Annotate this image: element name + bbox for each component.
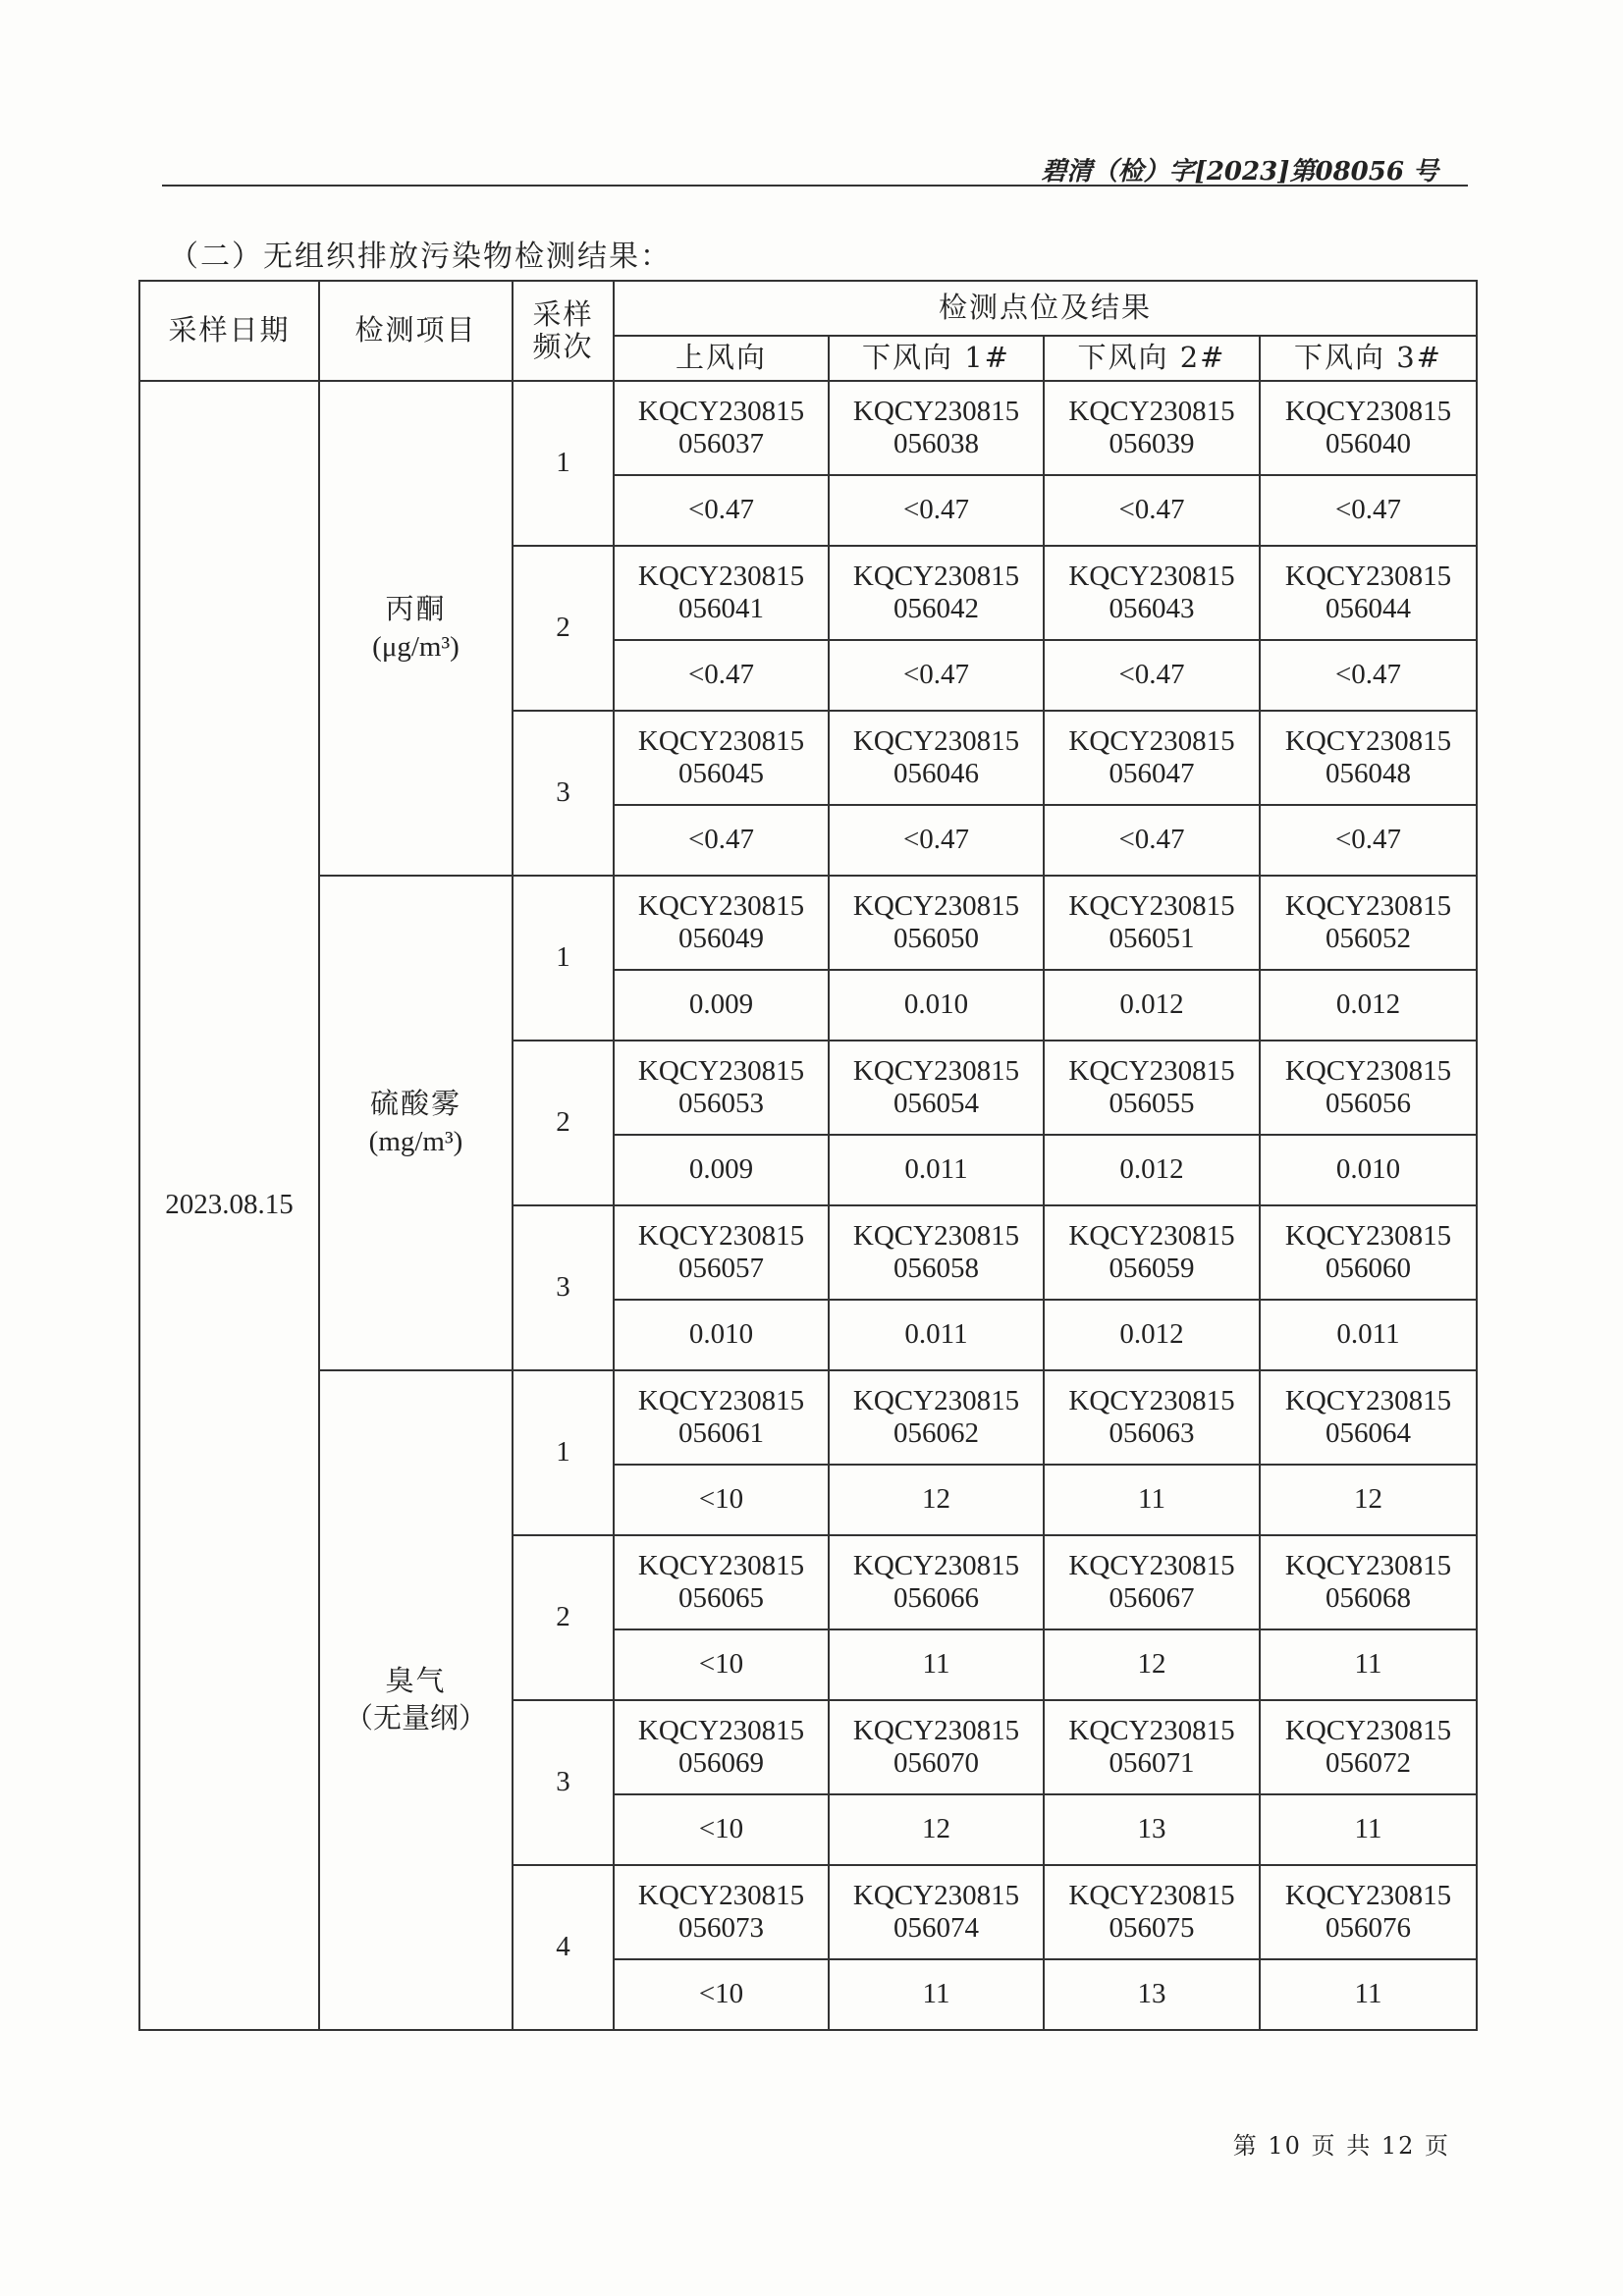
sample-code-downwind-1 xyxy=(829,1535,1044,1629)
result-value-downwind-3: 0.012 xyxy=(1260,970,1477,1041)
sample-code-line1: KQCY230815 xyxy=(637,1549,805,1581)
result-value-downwind-2: 0.012 xyxy=(1044,1135,1260,1205)
test-item-unit: （无量纲） xyxy=(344,1703,487,1735)
result-value-upwind: <0.47 xyxy=(614,805,829,876)
sample-code-line1: KQCY230815 xyxy=(637,395,805,427)
test-item xyxy=(319,1370,513,2030)
sample-code-line1: KQCY230815 xyxy=(852,1054,1020,1087)
sample-code-line1: KQCY230815 xyxy=(852,724,1020,757)
sample-code-line2: 056038 xyxy=(893,428,979,459)
sampling-frequency: 3 xyxy=(513,711,614,876)
sample-code-upwind xyxy=(614,546,829,640)
sample-code-line2: 056055 xyxy=(1109,1088,1195,1119)
sample-code-line1: KQCY230815 xyxy=(1068,724,1235,757)
result-value-downwind-1: <0.47 xyxy=(829,805,1044,876)
sample-code-line2: 056043 xyxy=(1109,593,1195,624)
sample-code-line2: 056041 xyxy=(678,593,764,624)
header-rule xyxy=(162,185,1468,187)
sample-code-line1: KQCY230815 xyxy=(1068,1879,1235,1911)
result-value-downwind-3: 0.010 xyxy=(1260,1135,1477,1205)
sample-code-line1: KQCY230815 xyxy=(1068,1549,1235,1581)
sample-code-line1: KQCY230815 xyxy=(852,1549,1020,1581)
result-value-upwind: <0.47 xyxy=(614,640,829,711)
sample-code-line2: 056049 xyxy=(678,923,764,954)
sample-code-downwind-1 xyxy=(829,711,1044,805)
sample-code-line2: 056059 xyxy=(1109,1253,1195,1284)
sample-code-line2: 056063 xyxy=(1109,1417,1195,1449)
sample-code-line1: KQCY230815 xyxy=(852,1879,1020,1911)
header-date: 采样日期 xyxy=(139,281,319,381)
sample-code-line2: 056071 xyxy=(1109,1747,1195,1779)
sample-code-line1: KQCY230815 xyxy=(1284,1879,1452,1911)
sample-code-line1: KQCY230815 xyxy=(852,889,1020,922)
sample-code-line2: 056060 xyxy=(1325,1253,1411,1284)
sample-code-line1: KQCY230815 xyxy=(637,1219,805,1252)
sample-code-line2: 056076 xyxy=(1325,1912,1411,1944)
sample-code-downwind-3 xyxy=(1260,1041,1477,1135)
result-value-downwind-3: 11 xyxy=(1260,1959,1477,2030)
result-value-downwind-2: 13 xyxy=(1044,1959,1260,2030)
result-value-downwind-2: <0.47 xyxy=(1044,640,1260,711)
result-value-downwind-1: 12 xyxy=(829,1794,1044,1865)
sample-code-line2: 056073 xyxy=(678,1912,764,1944)
sample-code-downwind-3 xyxy=(1260,711,1477,805)
result-value-downwind-1: 11 xyxy=(829,1959,1044,2030)
result-value-downwind-3: 0.011 xyxy=(1260,1300,1477,1370)
sample-code-line2: 056056 xyxy=(1325,1088,1411,1119)
header-frequency xyxy=(513,281,614,381)
result-value-downwind-2: <0.47 xyxy=(1044,805,1260,876)
result-value-downwind-3: <0.47 xyxy=(1260,805,1477,876)
result-value-downwind-2: 13 xyxy=(1044,1794,1260,1865)
page-footer: 第 10 页 共 12 页 xyxy=(1232,2132,1450,2160)
test-item xyxy=(319,876,513,1370)
sample-code-line2: 056072 xyxy=(1325,1747,1411,1779)
sample-code-line2: 056046 xyxy=(893,758,979,789)
sample-code-line2: 056058 xyxy=(893,1253,979,1284)
sample-code-upwind xyxy=(614,381,829,475)
sample-code-downwind-2 xyxy=(1044,876,1260,970)
sample-code-upwind xyxy=(614,1535,829,1629)
sample-code-line2: 056054 xyxy=(893,1088,979,1119)
sample-code-line1: KQCY230815 xyxy=(1284,1549,1452,1581)
sample-code-downwind-2 xyxy=(1044,1205,1260,1300)
sample-code-line1: KQCY230815 xyxy=(1284,1219,1452,1252)
sampling-frequency: 2 xyxy=(513,546,614,711)
sample-code-line1: KQCY230815 xyxy=(1284,889,1452,922)
sample-code-line1: KQCY230815 xyxy=(852,1384,1020,1416)
sample-code-line2: 056051 xyxy=(1109,923,1195,954)
sample-code-line2: 056065 xyxy=(678,1582,764,1614)
sample-code-line2: 056050 xyxy=(893,923,979,954)
sample-code-downwind-1 xyxy=(829,381,1044,475)
section-title: （二）无组织排放污染物检测结果： xyxy=(169,240,672,274)
sample-code-line2: 056069 xyxy=(678,1747,764,1779)
sample-code-line2: 056053 xyxy=(678,1088,764,1119)
sample-code-downwind-2 xyxy=(1044,1370,1260,1465)
sampling-date: 2023.08.15 xyxy=(139,381,319,2030)
sample-code-line1: KQCY230815 xyxy=(1284,1714,1452,1746)
table-row-codes xyxy=(139,876,1477,970)
sample-code-line2: 056061 xyxy=(678,1417,764,1449)
result-value-downwind-1: <0.47 xyxy=(829,640,1044,711)
sample-code-line2: 056064 xyxy=(1325,1417,1411,1449)
test-item-name: 硫酸雾 xyxy=(369,1086,461,1120)
sample-code-upwind xyxy=(614,711,829,805)
result-value-downwind-2: 0.012 xyxy=(1044,970,1260,1041)
sample-code-line2: 056045 xyxy=(678,758,764,789)
sample-code-line1: KQCY230815 xyxy=(1068,395,1235,427)
sample-code-line1: KQCY230815 xyxy=(1284,1054,1452,1087)
test-item-name: 臭气 xyxy=(385,1663,447,1697)
result-value-upwind: <10 xyxy=(614,1959,829,2030)
header-points: 检测点位及结果 xyxy=(614,281,1477,336)
result-value-upwind: 0.010 xyxy=(614,1300,829,1370)
result-value-downwind-2: 0.012 xyxy=(1044,1300,1260,1370)
sample-code-line1: KQCY230815 xyxy=(1284,395,1452,427)
sample-code-downwind-3 xyxy=(1260,1700,1477,1794)
sample-code-line1: KQCY230815 xyxy=(1068,1384,1235,1416)
sample-code-upwind xyxy=(614,1205,829,1300)
sample-code-downwind-3 xyxy=(1260,1370,1477,1465)
sample-code-line1: KQCY230815 xyxy=(1068,1714,1235,1746)
sample-code-downwind-2 xyxy=(1044,1700,1260,1794)
table-body xyxy=(139,381,1477,2030)
sample-code-downwind-3 xyxy=(1260,1865,1477,1959)
result-value-downwind-3: 11 xyxy=(1260,1629,1477,1700)
sample-code-line1: KQCY230815 xyxy=(852,1219,1020,1252)
result-value-downwind-3: 11 xyxy=(1260,1794,1477,1865)
sample-code-line2: 056040 xyxy=(1325,428,1411,459)
sample-code-upwind xyxy=(614,1370,829,1465)
sample-code-downwind-2 xyxy=(1044,1041,1260,1135)
sampling-frequency: 1 xyxy=(513,381,614,546)
sample-code-line1: KQCY230815 xyxy=(1284,1384,1452,1416)
sample-code-downwind-2 xyxy=(1044,381,1260,475)
result-value-downwind-2: 11 xyxy=(1044,1465,1260,1535)
sample-code-line1: KQCY230815 xyxy=(852,395,1020,427)
sample-code-line2: 056075 xyxy=(1109,1912,1195,1944)
sample-code-line2: 056047 xyxy=(1109,758,1195,789)
header-item: 检测项目 xyxy=(319,281,513,381)
sample-code-line2: 056066 xyxy=(893,1582,979,1614)
sample-code-line1: KQCY230815 xyxy=(1284,560,1452,592)
result-value-downwind-2: 12 xyxy=(1044,1629,1260,1700)
sample-code-line2: 056062 xyxy=(893,1417,979,1449)
sample-code-downwind-1 xyxy=(829,876,1044,970)
sample-code-downwind-1 xyxy=(829,1865,1044,1959)
sample-code-downwind-2 xyxy=(1044,1865,1260,1959)
sample-code-downwind-2 xyxy=(1044,1535,1260,1629)
sample-code-line2: 056052 xyxy=(1325,923,1411,954)
sampling-frequency: 2 xyxy=(513,1535,614,1700)
test-item-unit: (mg/m³) xyxy=(368,1126,463,1157)
header-point-upwind: 上风向 xyxy=(614,336,829,381)
sample-code-line1: KQCY230815 xyxy=(852,1714,1020,1746)
result-value-downwind-1: 0.011 xyxy=(829,1135,1044,1205)
result-value-upwind: <0.47 xyxy=(614,475,829,546)
sample-code-downwind-1 xyxy=(829,1041,1044,1135)
sample-code-line1: KQCY230815 xyxy=(637,889,805,922)
sample-code-line1: KQCY230815 xyxy=(852,560,1020,592)
result-value-downwind-3: 12 xyxy=(1260,1465,1477,1535)
sampling-frequency: 3 xyxy=(513,1700,614,1865)
sample-code-downwind-2 xyxy=(1044,711,1260,805)
sample-code-line2: 056048 xyxy=(1325,758,1411,789)
test-item xyxy=(319,381,513,876)
result-value-downwind-1: 12 xyxy=(829,1465,1044,1535)
sample-code-upwind xyxy=(614,1865,829,1959)
result-value-upwind: 0.009 xyxy=(614,970,829,1041)
sample-code-downwind-3 xyxy=(1260,1535,1477,1629)
sample-code-line1: KQCY230815 xyxy=(637,1714,805,1746)
sample-code-line1: KQCY230815 xyxy=(637,1384,805,1416)
sample-code-line2: 056074 xyxy=(893,1912,979,1944)
test-item-name: 丙酮 xyxy=(385,591,447,625)
sample-code-upwind xyxy=(614,1700,829,1794)
sample-code-line2: 056039 xyxy=(1109,428,1195,459)
sample-code-line1: KQCY230815 xyxy=(1068,1054,1235,1087)
result-value-upwind: <10 xyxy=(614,1465,829,1535)
sample-code-downwind-1 xyxy=(829,1370,1044,1465)
sampling-frequency: 4 xyxy=(513,1865,614,2030)
sample-code-upwind xyxy=(614,1041,829,1135)
sample-code-line2: 056042 xyxy=(893,593,979,624)
sampling-frequency: 2 xyxy=(513,1041,614,1205)
sample-code-line1: KQCY230815 xyxy=(637,1879,805,1911)
table-row-codes xyxy=(139,381,1477,475)
header-frequency-line2: 频次 xyxy=(532,330,594,363)
sample-code-downwind-3 xyxy=(1260,876,1477,970)
sampling-frequency: 1 xyxy=(513,1370,614,1535)
result-value-downwind-1: 11 xyxy=(829,1629,1044,1700)
result-value-upwind: <10 xyxy=(614,1629,829,1700)
result-value-upwind: <10 xyxy=(614,1794,829,1865)
sample-code-line2: 056070 xyxy=(893,1747,979,1779)
document-number: 碧清（检）字[2023]第08056 号 xyxy=(1041,157,1438,187)
result-value-downwind-1: 0.011 xyxy=(829,1300,1044,1370)
result-value-downwind-2: <0.47 xyxy=(1044,475,1260,546)
sample-code-line2: 056037 xyxy=(678,428,764,459)
sample-code-line1: KQCY230815 xyxy=(1068,1219,1235,1252)
sample-code-line2: 056044 xyxy=(1325,593,1411,624)
sample-code-line2: 056067 xyxy=(1109,1582,1195,1614)
header-point-downwind-3: 下风向 3# xyxy=(1260,336,1477,381)
sample-code-line1: KQCY230815 xyxy=(637,560,805,592)
sample-code-upwind xyxy=(614,876,829,970)
header-point-downwind-1: 下风向 1# xyxy=(829,336,1044,381)
sample-code-downwind-1 xyxy=(829,546,1044,640)
sample-code-line1: KQCY230815 xyxy=(1068,889,1235,922)
sampling-frequency: 1 xyxy=(513,876,614,1041)
results-table xyxy=(138,280,1478,2031)
sample-code-downwind-3 xyxy=(1260,381,1477,475)
sample-code-line1: KQCY230815 xyxy=(1284,724,1452,757)
sample-code-downwind-1 xyxy=(829,1205,1044,1300)
sample-code-line1: KQCY230815 xyxy=(1068,560,1235,592)
sample-code-downwind-3 xyxy=(1260,546,1477,640)
sample-code-downwind-2 xyxy=(1044,546,1260,640)
sample-code-line2: 056057 xyxy=(678,1253,764,1284)
sample-code-downwind-3 xyxy=(1260,1205,1477,1300)
table-row-codes xyxy=(139,1370,1477,1465)
result-value-downwind-3: <0.47 xyxy=(1260,475,1477,546)
test-item-unit: (μg/m³) xyxy=(372,631,460,663)
sample-code-line1: KQCY230815 xyxy=(637,724,805,757)
header-point-downwind-2: 下风向 2# xyxy=(1044,336,1260,381)
sample-code-downwind-1 xyxy=(829,1700,1044,1794)
result-value-downwind-1: <0.47 xyxy=(829,475,1044,546)
sample-code-line2: 056068 xyxy=(1325,1582,1411,1614)
header-frequency-line1: 采样 xyxy=(532,296,594,331)
sampling-frequency: 3 xyxy=(513,1205,614,1370)
result-value-upwind: 0.009 xyxy=(614,1135,829,1205)
result-value-downwind-1: 0.010 xyxy=(829,970,1044,1041)
result-value-downwind-3: <0.47 xyxy=(1260,640,1477,711)
sample-code-line1: KQCY230815 xyxy=(637,1054,805,1087)
